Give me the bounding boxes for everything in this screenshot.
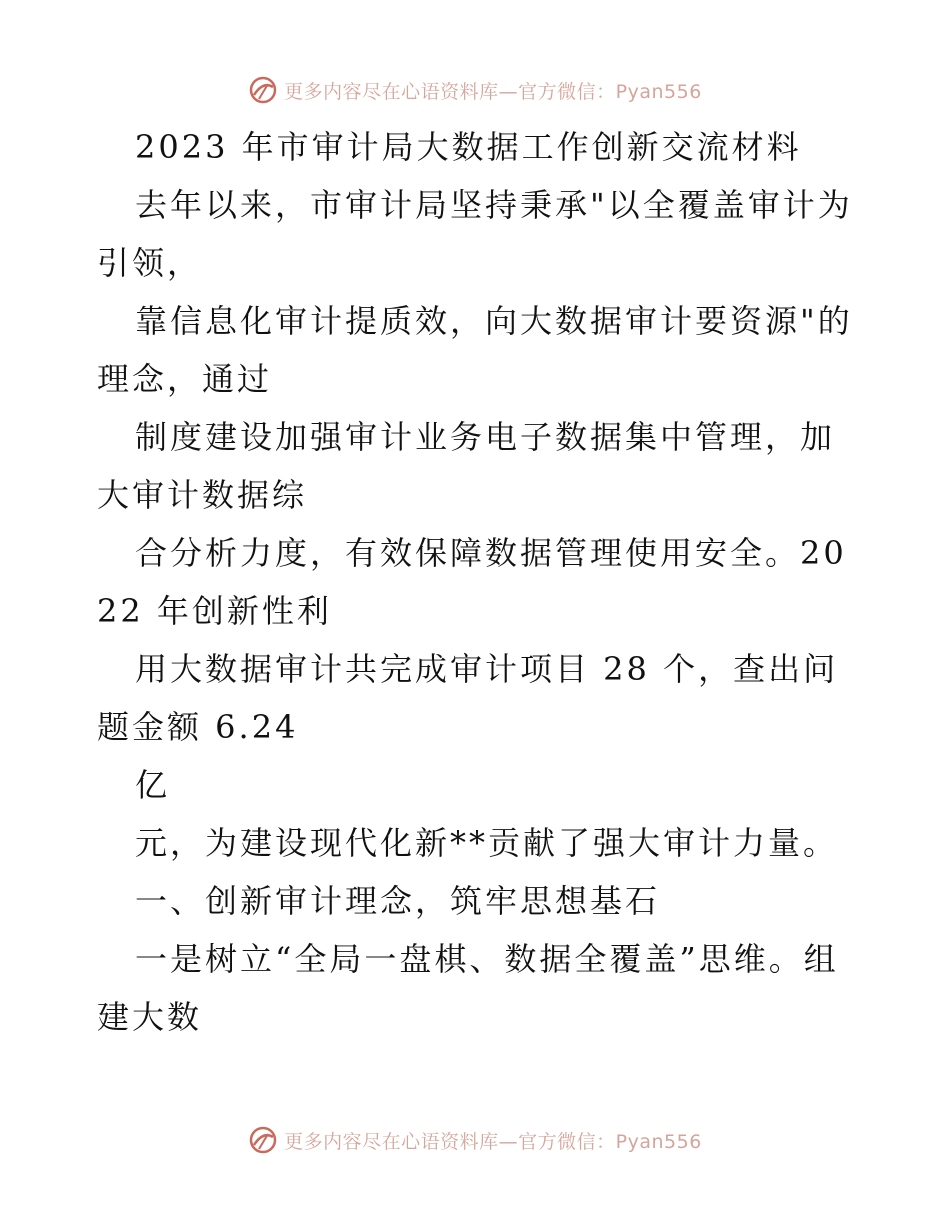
paragraph: 合分析力度，有效保障数据管理使用安全。2022 年创新性利: [97, 534, 847, 630]
paragraph: 靠信息化审计提质效，向大数据审计要资源"的理念，通过: [97, 302, 853, 398]
document-title: 2023 年市审计局大数据工作创新交流材料: [135, 128, 802, 166]
logo-icon: [248, 75, 278, 105]
paragraph: 元，为建设现代化新**贡献了强大审计力量。: [135, 824, 839, 862]
logo-icon: [248, 1125, 278, 1155]
paragraph: 去年以来，市审计局坚持秉承"以全覆盖审计为引领，: [97, 186, 853, 282]
watermark-text: 更多内容尽在心语资料库—官方微信：Pyan556: [284, 1130, 702, 1153]
paragraph: 制度建设加强审计业务电子数据集中管理，加大审计数据综: [97, 418, 836, 514]
paragraph: 用大数据审计共完成审计项目 28 个，查出问题金额 6.24: [97, 650, 839, 746]
watermark-text: 更多内容尽在心语资料库—官方微信：Pyan556: [284, 80, 702, 103]
paragraph: 一是树立“全局一盘棋、数据全覆盖”思维。组建大数: [97, 940, 839, 1036]
header-watermark: [0, 70, 950, 110]
footer-watermark: [0, 1120, 950, 1160]
section-heading: 一、创新审计理念，筑牢思想基石: [135, 882, 661, 920]
document-body: [97, 118, 857, 1046]
paragraph: 亿: [135, 766, 171, 804]
